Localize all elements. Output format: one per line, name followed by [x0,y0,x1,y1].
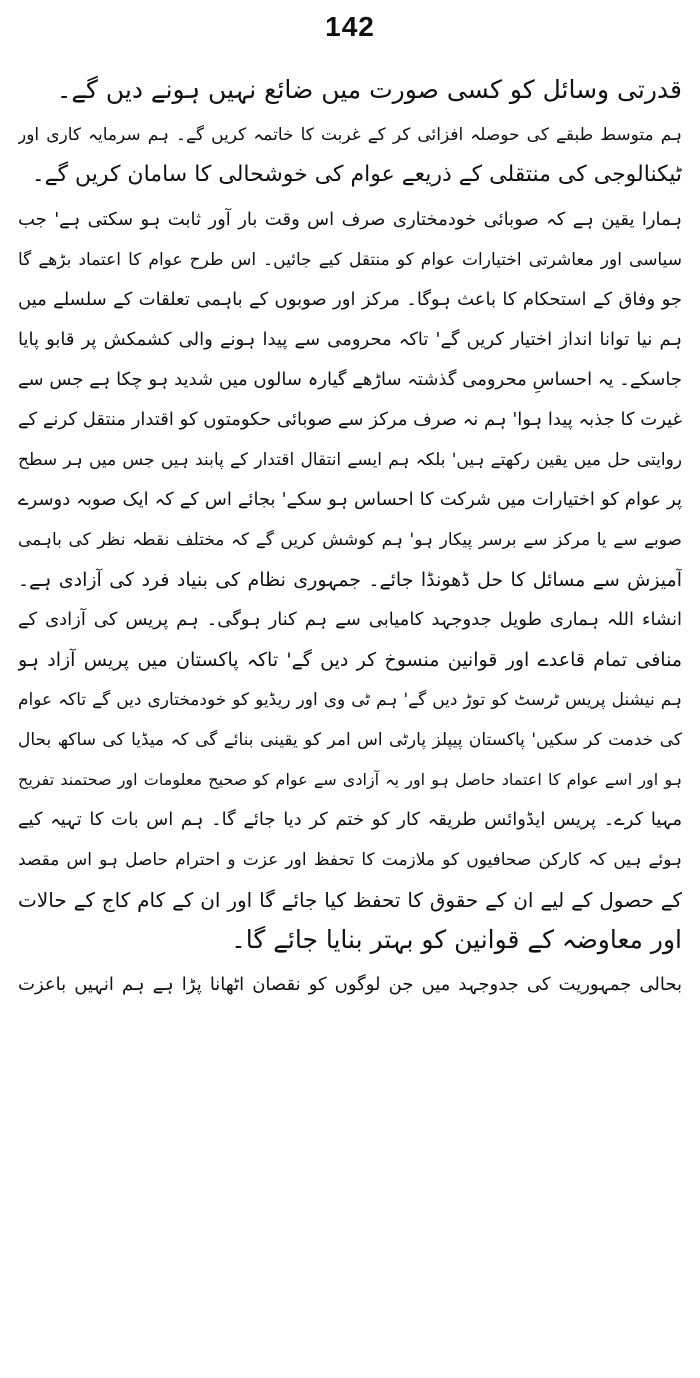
paragraph-natural-resources [18,70,682,110]
text-line: ہمارا یقین ہے کہ صوبائی خودمختاری صرف اس وقت بار آور ثابت ہو سکتی ہے' جب [18,209,682,230]
text-line: صوبے سے یا مرکز سے برسر پیکار ہو' ہم کوشش کریں گے کہ مختلف نقطہ نظر کی باہمی [18,530,682,550]
page-number: 142 [325,11,375,42]
text-line: آمیزش سے مسائل کا حل ڈھونڈا جائے۔ جمہوری نظام کی بنیاد فرد کی آزادی ہے۔ [18,569,682,591]
text-line: کی خدمت کر سکیں' پاکستان پیپلز پارٹی اس امر کو یقینی بنائے گی کہ میڈیا کی ساکھ بحال [18,730,682,750]
text-line: ہوئے ہیں کہ کارکن صحافیوں کو ملازمت کا تحفظ اور عزت و احترام حاصل ہو اس مقصد [18,850,682,870]
text-line: ہم متوسط طبقے کی حوصلہ افزائی کر کے غربت کا خاتمہ کریں گے۔ ہم سرمایہ کاری اور [18,125,682,145]
text-line: ہم نیا توانا انداز اختیار کریں گے' تاکہ محرومی سے پیدا ہونے والی کشمکش پر قابو پایا [18,329,682,350]
text-line: ہم نیشنل پریس ٹرسٹ کو توڑ دیں گے' ہم ٹی وی اور ریڈیو کو خودمختاری دیں گے تاکہ عوام [18,690,682,710]
text-line: جاسکے۔ یہ احساسِ محرومی گذشتہ ساڑھے گیارہ سالوں میں شدید ہو چکا ہے جس سے [18,369,682,390]
paragraph-democracy-restoration [18,965,682,1005]
text-line: سیاسی اور معاشرتی اختیارات عوام کو منتقل کیے جائیں۔ اس طرح عوام کا اعتماد بڑھے گا [18,250,682,270]
text-line: قدرتی وسائل کو کسی صورت میں ضائع نہیں ہونے دیں گے۔ [56,75,682,104]
page-body [18,70,682,1005]
paragraph-provincial-autonomy [18,200,682,600]
text-line: منافی تمام قاعدے اور قوانین منسوخ کر دیں گے' تاکہ پاکستان میں پریس آزاد ہو [18,649,682,671]
text-line: بحالی جمہوریت کی جدوجہد میں جن لوگوں کو نقصان اٹھانا پڑا ہے ہم انہیں باعزت [18,974,682,995]
text-line: جو وفاق کے استحکام کا باعث ہوگا۔ مرکز اور صوبوں کے باہمی تعلقات کے سلسلے میں [18,289,682,310]
paragraph-press-freedom [18,600,682,960]
text-line: انشاء اللہ ہماری طویل جدوجہد کامیابی سے ہم کنار ہوگی۔ ہم پریس کی آزادی کے [18,609,682,630]
text-line: کے حصول کے لیے ان کے حقوق کا تحفظ کیا جائے گا اور ان کے کام کاج کے حالات [18,888,682,912]
text-line: غیرت کا جذبہ پیدا ہوا' ہم نہ صرف مرکز سے صوبائی حکومتوں کو اقتدار منتقل کرنے کے [18,409,682,430]
text-line: مہیا کرے۔ پریس ایڈوائس طریقہ کار کو ختم کر دیا جائے گا۔ ہم اس بات کا تہیہ کیے [18,809,682,830]
text-line: اور معاوضہ کے قوانین کو بہتر بنایا جائے گا۔ [231,925,682,954]
text-line: ٹیکنالوجی کی منتقلی کے ذریعے عوام کی خوشحالی کا سامان کریں گے۔ [31,162,682,187]
text-line: پر عوام کو اختیارات میں شرکت کا احساس ہو سکے' بجائے اس کے کہ ایک صوبہ دوسرے [18,489,682,510]
text-line: روایتی حل میں یقین رکھتے ہیں' بلکہ ہم ایسے انتقال اقتدار کے پابند ہیں جس میں ہر سطح [18,450,682,470]
text-line: ہو اور اسے عوام کا اعتماد حاصل ہو اور یہ آزادی سے عوام کو صحیح معلومات اور صحتمند تفریح [18,770,682,789]
paragraph-middle-class [18,115,682,195]
